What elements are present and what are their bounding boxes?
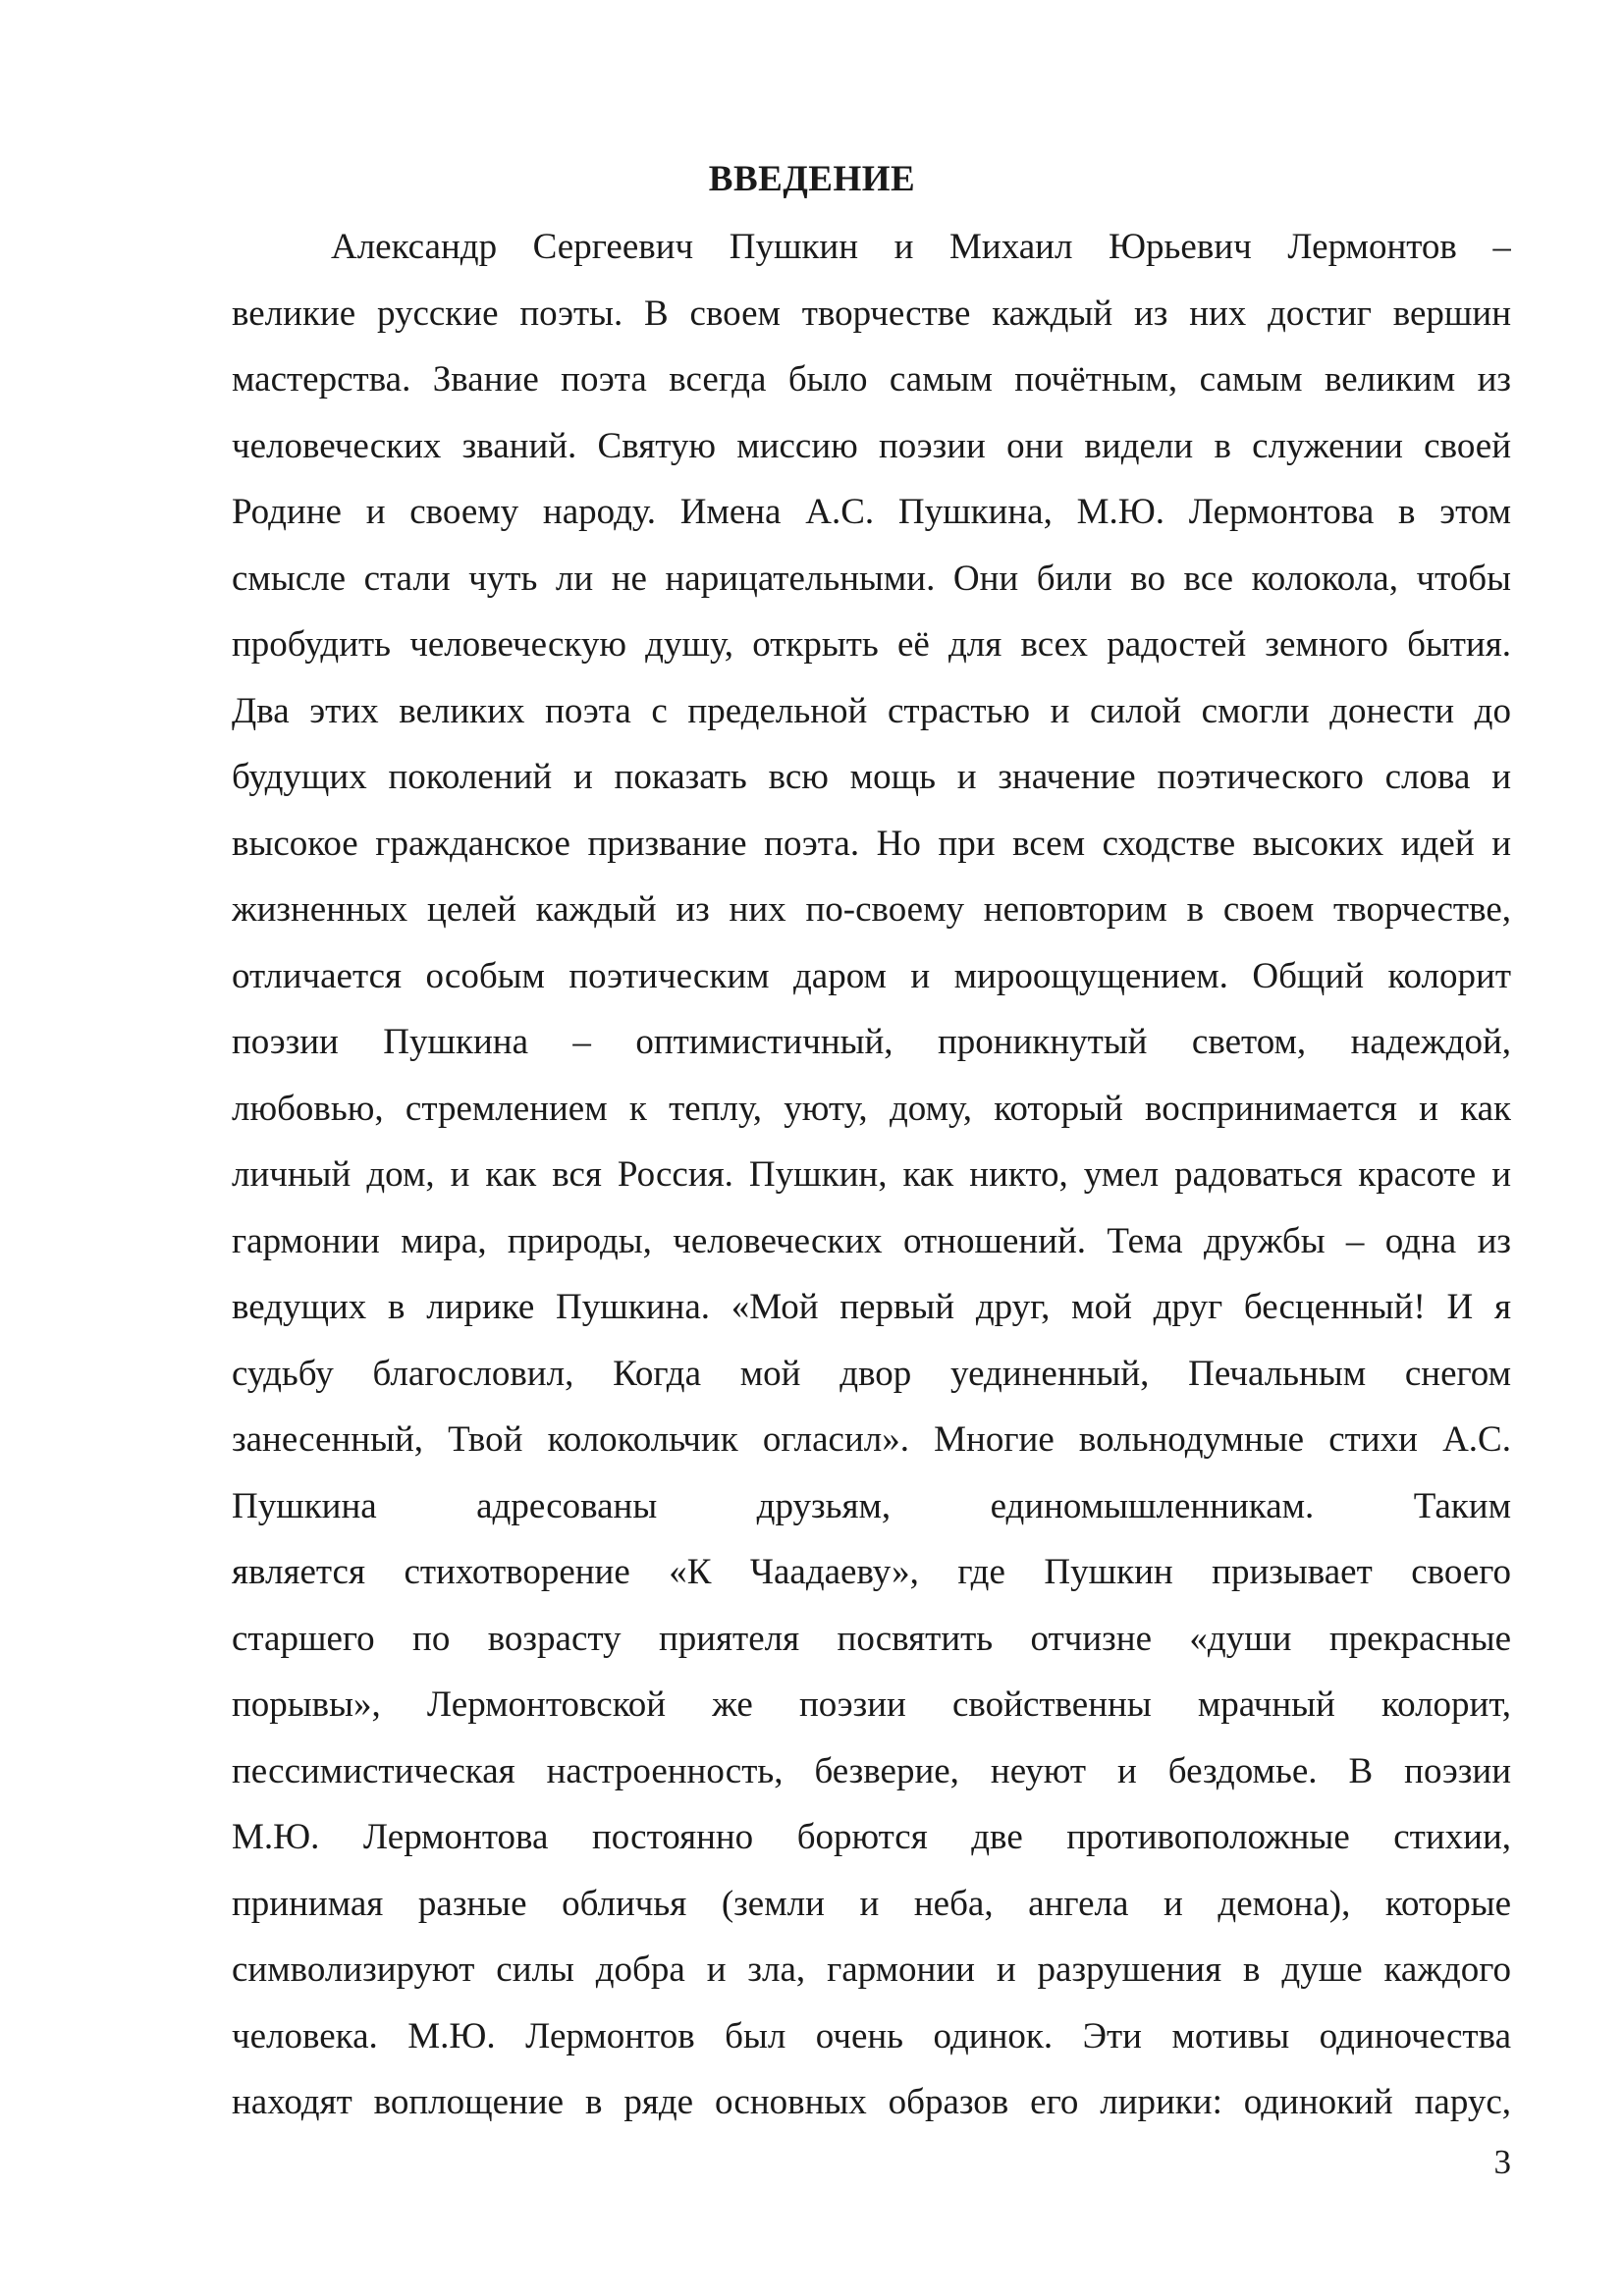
text-line: пессимистическая настроенность, безверие, неуют и бездомье. В поэзии bbox=[232, 1750, 1511, 1791]
text-line: старшего по возрасту приятеля посвятить отчизне «души прекрасные bbox=[232, 1618, 1511, 1659]
page-title: ВВЕДЕНИЕ bbox=[708, 159, 916, 199]
text-line: является стихотворение «К Чаадаеву», где Пушкин призывает своего bbox=[232, 1552, 1511, 1592]
text-line: поэзии Пушкина – оптимистичный, проникнутый светом, надеждой, bbox=[232, 1022, 1511, 1062]
text-line: принимая разные обличья (земли и неба, ангела и демона), которые bbox=[232, 1883, 1511, 1924]
text-line: великие русские поэты. В своем творчестве каждый из них достиг вершин bbox=[232, 293, 1511, 334]
text-line: занесенный, Твой колокольчик огласил». Многие вольнодумные стихи А.С. bbox=[232, 1419, 1511, 1460]
text-line: Два этих великих поэта с предельной страстью и силой смогли донести до bbox=[232, 690, 1511, 731]
text-line: ведущих в лирике Пушкина. «Мой первый друг, мой друг бесценный! И я bbox=[232, 1287, 1511, 1327]
text-line: Пушкина адресованы друзьям, единомышленникам. Таким bbox=[232, 1485, 1511, 1526]
text-line: будущих поколений и показать всю мощь и значение поэтического слова и bbox=[232, 757, 1511, 797]
text-line: порывы», Лермонтовской же поэзии свойственны мрачный колорит, bbox=[232, 1684, 1511, 1725]
text-line: человека. М.Ю. Лермонтов был очень одинок. Эти мотивы одиночества bbox=[232, 2015, 1511, 2056]
text-line: смысле стали чуть ли не нарицательными. Они били во все колокола, чтобы bbox=[232, 558, 1511, 599]
text-line: М.Ю. Лермонтова постоянно борются две противоположные стихии, bbox=[232, 1817, 1511, 1857]
text-line: любовью, стремлением к теплу, уюту, дому, который воспринимается и как bbox=[232, 1088, 1511, 1129]
text-line: гармонии мира, природы, человеческих отношений. Тема дружбы – одна из bbox=[232, 1220, 1511, 1261]
text-line: жизненных целей каждый из них по-своему неповторим в своем творчестве, bbox=[232, 889, 1511, 930]
text-line: Александр Сергеевич Пушкин и Михаил Юрьевич Лермонтов – bbox=[331, 227, 1511, 267]
text-line: символизируют силы добра и зла, гармонии и разрушения в душе каждого bbox=[232, 1949, 1511, 1990]
text-line: отличается особым поэтическим даром и мироощущением. Общий колорит bbox=[232, 955, 1511, 996]
body-text bbox=[232, 214, 1511, 2136]
text-line: человеческих званий. Святую миссию поэзии они видели в служении своей bbox=[232, 425, 1511, 466]
text-line: находят воплощение в ряде основных образов его лирики: одинокий парус, bbox=[232, 2082, 1511, 2122]
text-line: судьбу благословил, Когда мой двор уединенный, Печальным снегом bbox=[232, 1353, 1511, 1394]
page-number: 3 bbox=[1493, 2143, 1511, 2181]
text-line: пробудить человеческую душу, открыть её для всех радостей земного бытия. bbox=[232, 624, 1511, 665]
text-line: личный дом, и как вся Россия. Пушкин, как никто, умел радоваться красоте и bbox=[232, 1154, 1511, 1195]
text-line: высокое гражданское призвание поэта. Но при всем сходстве высоких идей и bbox=[232, 823, 1511, 864]
text-line: мастерства. Звание поэта всегда было самым почётным, самым великим из bbox=[232, 359, 1511, 400]
text-line: Родине и своему народу. Имена А.С. Пушкина, М.Ю. Лермонтова в этом bbox=[232, 492, 1511, 532]
